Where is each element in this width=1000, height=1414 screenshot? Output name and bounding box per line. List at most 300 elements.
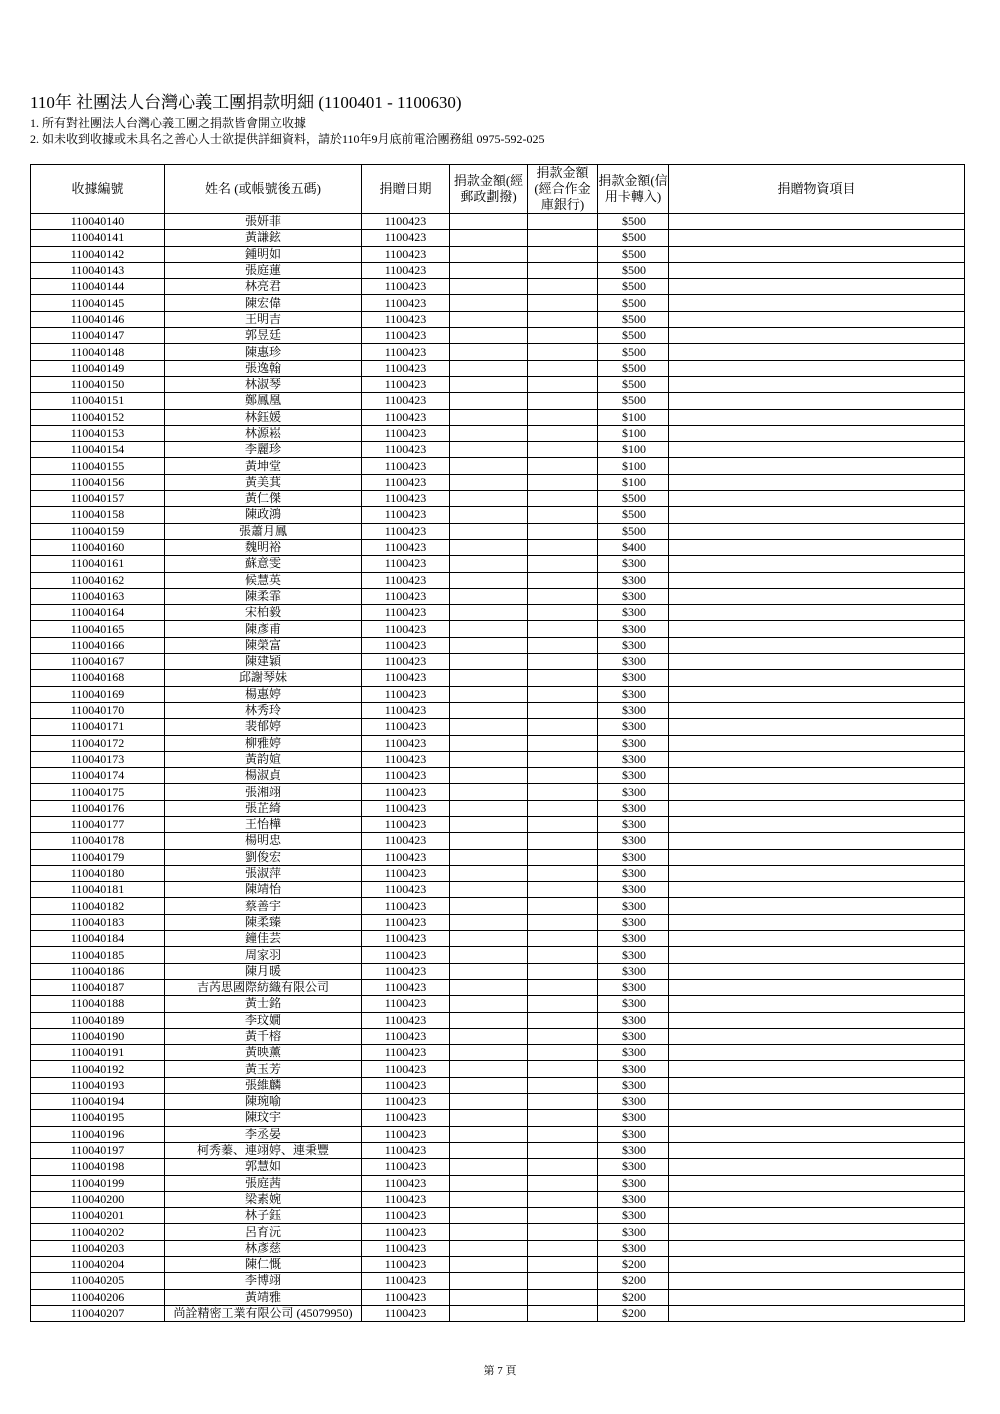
donation-table (30, 164, 965, 1322)
postal-amount-cell (450, 442, 528, 458)
receipt-number-cell: 110040206 (31, 1289, 165, 1305)
bank-amount-cell (528, 572, 598, 588)
bank-amount-cell (528, 979, 598, 995)
donated-items-cell (669, 621, 965, 637)
column-header: 捐贈物資項目 (669, 165, 965, 214)
donated-items-cell (669, 605, 965, 621)
table-row (31, 507, 965, 523)
postal-amount-cell (450, 849, 528, 865)
postal-amount-cell (450, 1012, 528, 1028)
bank-amount-cell (528, 1175, 598, 1191)
donated-items-cell (669, 344, 965, 360)
donor-name-cell: 王明吉 (165, 311, 362, 327)
bank-amount-cell (528, 963, 598, 979)
receipt-number-cell: 110040175 (31, 784, 165, 800)
receipt-number-cell: 110040167 (31, 654, 165, 670)
donated-items-cell (669, 882, 965, 898)
donated-items-cell (669, 1126, 965, 1142)
donor-name-cell: 張逸翰 (165, 360, 362, 376)
postal-amount-cell (450, 572, 528, 588)
donor-name-cell: 候慧英 (165, 572, 362, 588)
credit-card-amount-cell: $500 (598, 214, 669, 230)
donor-name-cell: 尚詮精密工業有限公司 (45079950) (165, 1305, 362, 1321)
donated-items-cell (669, 262, 965, 278)
bank-amount-cell (528, 882, 598, 898)
donated-items-cell (669, 979, 965, 995)
postal-amount-cell (450, 735, 528, 751)
credit-card-amount-cell: $300 (598, 670, 669, 686)
postal-amount-cell (450, 1257, 528, 1273)
donation-date-cell: 1100423 (362, 833, 450, 849)
donor-name-cell: 陳柔霏 (165, 588, 362, 604)
receipt-number-cell: 110040166 (31, 637, 165, 653)
bank-amount-cell (528, 1257, 598, 1273)
donated-items-cell (669, 458, 965, 474)
postal-amount-cell (450, 1305, 528, 1321)
credit-card-amount-cell: $300 (598, 931, 669, 947)
donated-items-cell (669, 1159, 965, 1175)
table-row (31, 1110, 965, 1126)
bank-amount-cell (528, 751, 598, 767)
receipt-number-cell: 110040188 (31, 996, 165, 1012)
credit-card-amount-cell: $100 (598, 425, 669, 441)
donor-name-cell: 梁素婉 (165, 1191, 362, 1207)
receipt-number-cell: 110040195 (31, 1110, 165, 1126)
postal-amount-cell (450, 979, 528, 995)
donor-name-cell: 楊淑貞 (165, 768, 362, 784)
donation-date-cell: 1100423 (362, 344, 450, 360)
credit-card-amount-cell: $300 (598, 686, 669, 702)
donation-date-cell: 1100423 (362, 654, 450, 670)
table-row (31, 735, 965, 751)
bank-amount-cell (528, 654, 598, 670)
donated-items-cell (669, 947, 965, 963)
donation-date-cell: 1100423 (362, 1094, 450, 1110)
table-row (31, 588, 965, 604)
bank-amount-cell (528, 1061, 598, 1077)
donated-items-cell (669, 637, 965, 653)
credit-card-amount-cell: $100 (598, 409, 669, 425)
donation-date-cell: 1100423 (362, 393, 450, 409)
donor-name-cell: 黃美萁 (165, 474, 362, 490)
donated-items-cell (669, 931, 965, 947)
table-row (31, 996, 965, 1012)
table-row (31, 816, 965, 832)
receipt-number-cell: 110040198 (31, 1159, 165, 1175)
donated-items-cell (669, 1257, 965, 1273)
receipt-number-cell: 110040181 (31, 882, 165, 898)
credit-card-amount-cell: $500 (598, 491, 669, 507)
table-row (31, 539, 965, 555)
column-header: 捐贈日期 (362, 165, 450, 214)
credit-card-amount-cell: $300 (598, 588, 669, 604)
donor-name-cell: 陳琬喻 (165, 1094, 362, 1110)
donation-date-cell: 1100423 (362, 491, 450, 507)
postal-amount-cell (450, 344, 528, 360)
bank-amount-cell (528, 491, 598, 507)
donor-name-cell: 黃謙鉉 (165, 230, 362, 246)
bank-amount-cell (528, 735, 598, 751)
receipt-number-cell: 110040161 (31, 556, 165, 572)
donated-items-cell (669, 1028, 965, 1044)
credit-card-amount-cell: $300 (598, 1012, 669, 1028)
table-row (31, 1191, 965, 1207)
postal-amount-cell (450, 556, 528, 572)
donation-date-cell: 1100423 (362, 230, 450, 246)
credit-card-amount-cell: $500 (598, 507, 669, 523)
credit-card-amount-cell: $500 (598, 376, 669, 392)
donation-date-cell: 1100423 (362, 376, 450, 392)
receipt-number-cell: 110040184 (31, 931, 165, 947)
donor-name-cell: 張芷綺 (165, 800, 362, 816)
donated-items-cell (669, 360, 965, 376)
donated-items-cell (669, 1224, 965, 1240)
donated-items-cell (669, 654, 965, 670)
postal-amount-cell (450, 686, 528, 702)
donation-date-cell: 1100423 (362, 882, 450, 898)
receipt-number-cell: 110040145 (31, 295, 165, 311)
table-row (31, 621, 965, 637)
bank-amount-cell (528, 474, 598, 490)
donation-date-cell: 1100423 (362, 1142, 450, 1158)
credit-card-amount-cell: $300 (598, 621, 669, 637)
donated-items-cell (669, 1045, 965, 1061)
donated-items-cell (669, 328, 965, 344)
donor-name-cell: 林秀玲 (165, 702, 362, 718)
donor-name-cell: 張妍菲 (165, 214, 362, 230)
credit-card-amount-cell: $500 (598, 328, 669, 344)
donated-items-cell (669, 784, 965, 800)
credit-card-amount-cell: $300 (598, 1126, 669, 1142)
postal-amount-cell (450, 246, 528, 262)
receipt-number-cell: 110040180 (31, 865, 165, 881)
donation-date-cell: 1100423 (362, 605, 450, 621)
table-row (31, 409, 965, 425)
donor-name-cell: 黃坤堂 (165, 458, 362, 474)
receipt-number-cell: 110040196 (31, 1126, 165, 1142)
credit-card-amount-cell: $200 (598, 1273, 669, 1289)
credit-card-amount-cell: $500 (598, 230, 669, 246)
donation-date-cell: 1100423 (362, 686, 450, 702)
column-header: 捐款金額(經合作金庫銀行) (528, 165, 598, 214)
table-row (31, 442, 965, 458)
table-row (31, 865, 965, 881)
postal-amount-cell (450, 865, 528, 881)
receipt-number-cell: 110040142 (31, 246, 165, 262)
donated-items-cell (669, 914, 965, 930)
postal-amount-cell (450, 1208, 528, 1224)
bank-amount-cell (528, 1077, 598, 1093)
credit-card-amount-cell: $100 (598, 442, 669, 458)
donor-name-cell: 陳玟宇 (165, 1110, 362, 1126)
donation-date-cell: 1100423 (362, 1224, 450, 1240)
donation-date-cell: 1100423 (362, 784, 450, 800)
donor-name-cell: 陳彥甫 (165, 621, 362, 637)
postal-amount-cell (450, 1110, 528, 1126)
receipt-number-cell: 110040164 (31, 605, 165, 621)
bank-amount-cell (528, 768, 598, 784)
credit-card-amount-cell: $300 (598, 914, 669, 930)
credit-card-amount-cell: $300 (598, 1061, 669, 1077)
postal-amount-cell (450, 539, 528, 555)
table-row (31, 214, 965, 230)
bank-amount-cell (528, 246, 598, 262)
bank-amount-cell (528, 507, 598, 523)
donor-name-cell: 黃韵媗 (165, 751, 362, 767)
table-row (31, 425, 965, 441)
donation-date-cell: 1100423 (362, 572, 450, 588)
receipt-number-cell: 110040177 (31, 816, 165, 832)
bank-amount-cell (528, 523, 598, 539)
donor-name-cell: 陳宏偉 (165, 295, 362, 311)
postal-amount-cell (450, 1191, 528, 1207)
credit-card-amount-cell: $300 (598, 1208, 669, 1224)
donor-name-cell: 鐘佳芸 (165, 931, 362, 947)
donation-date-cell: 1100423 (362, 768, 450, 784)
donation-date-cell: 1100423 (362, 1159, 450, 1175)
donation-date-cell: 1100423 (362, 588, 450, 604)
receipt-number-cell: 110040168 (31, 670, 165, 686)
table-row (31, 1094, 965, 1110)
donated-items-cell (669, 539, 965, 555)
bank-amount-cell (528, 1289, 598, 1305)
receipt-number-cell: 110040156 (31, 474, 165, 490)
donation-date-cell: 1100423 (362, 246, 450, 262)
bank-amount-cell (528, 1208, 598, 1224)
donation-date-cell: 1100423 (362, 719, 450, 735)
postal-amount-cell (450, 654, 528, 670)
bank-amount-cell (528, 898, 598, 914)
donated-items-cell (669, 1240, 965, 1256)
bank-amount-cell (528, 996, 598, 1012)
donor-name-cell: 柯秀蓁、連翊婷、連秉豐 (165, 1142, 362, 1158)
receipt-number-cell: 110040178 (31, 833, 165, 849)
credit-card-amount-cell: $300 (598, 849, 669, 865)
bank-amount-cell (528, 279, 598, 295)
credit-card-amount-cell: $300 (598, 979, 669, 995)
receipt-number-cell: 110040190 (31, 1028, 165, 1044)
donor-name-cell: 林亮君 (165, 279, 362, 295)
credit-card-amount-cell: $300 (598, 768, 669, 784)
bank-amount-cell (528, 816, 598, 832)
credit-card-amount-cell: $300 (598, 605, 669, 621)
donation-date-cell: 1100423 (362, 735, 450, 751)
receipt-number-cell: 110040151 (31, 393, 165, 409)
bank-amount-cell (528, 914, 598, 930)
donor-name-cell: 林子鈺 (165, 1208, 362, 1224)
donated-items-cell (669, 865, 965, 881)
credit-card-amount-cell: $300 (598, 1094, 669, 1110)
bank-amount-cell (528, 1305, 598, 1321)
bank-amount-cell (528, 1159, 598, 1175)
credit-card-amount-cell: $500 (598, 344, 669, 360)
credit-card-amount-cell: $400 (598, 539, 669, 555)
table-row (31, 800, 965, 816)
page-title: 110年 社團法人台灣心義工團捐款明細 (1100401 - 1100630) (30, 93, 462, 112)
donated-items-cell (669, 1208, 965, 1224)
postal-amount-cell (450, 393, 528, 409)
donor-name-cell: 林鈺媛 (165, 409, 362, 425)
bank-amount-cell (528, 637, 598, 653)
table-row (31, 931, 965, 947)
donor-name-cell: 呂育沅 (165, 1224, 362, 1240)
postal-amount-cell (450, 751, 528, 767)
donated-items-cell (669, 376, 965, 392)
postal-amount-cell (450, 931, 528, 947)
donation-date-cell: 1100423 (362, 1012, 450, 1028)
credit-card-amount-cell: $500 (598, 311, 669, 327)
table-row (31, 1077, 965, 1093)
credit-card-amount-cell: $100 (598, 474, 669, 490)
table-row (31, 1289, 965, 1305)
donated-items-cell (669, 572, 965, 588)
postal-amount-cell (450, 605, 528, 621)
table-row (31, 670, 965, 686)
donation-date-cell: 1100423 (362, 425, 450, 441)
table-row (31, 328, 965, 344)
column-header: 捐款金額(經郵政劃撥) (450, 165, 528, 214)
donation-date-cell: 1100423 (362, 360, 450, 376)
bank-amount-cell (528, 1240, 598, 1256)
postal-amount-cell (450, 1061, 528, 1077)
postal-amount-cell (450, 1224, 528, 1240)
postal-amount-cell (450, 409, 528, 425)
bank-amount-cell (528, 865, 598, 881)
donor-name-cell: 陳柔臻 (165, 914, 362, 930)
donated-items-cell (669, 816, 965, 832)
postal-amount-cell (450, 376, 528, 392)
bank-amount-cell (528, 1273, 598, 1289)
credit-card-amount-cell: $500 (598, 523, 669, 539)
contact-note: 2. 如未收到收據或未具名之善心人士欲提供詳細資料，請於110年9月底前電洽團務組 0975-592-025 (30, 132, 545, 146)
bank-amount-cell (528, 800, 598, 816)
credit-card-amount-cell: $500 (598, 246, 669, 262)
credit-card-amount-cell: $500 (598, 295, 669, 311)
postal-amount-cell (450, 279, 528, 295)
table-row (31, 344, 965, 360)
receipt-number-cell: 110040205 (31, 1273, 165, 1289)
credit-card-amount-cell: $200 (598, 1257, 669, 1273)
table-row (31, 360, 965, 376)
table-row (31, 1273, 965, 1289)
donation-date-cell: 1100423 (362, 214, 450, 230)
donation-date-cell: 1100423 (362, 865, 450, 881)
postal-amount-cell (450, 588, 528, 604)
postal-amount-cell (450, 996, 528, 1012)
postal-amount-cell (450, 637, 528, 653)
donation-date-cell: 1100423 (362, 637, 450, 653)
donation-date-cell: 1100423 (362, 931, 450, 947)
donor-name-cell: 林彥慈 (165, 1240, 362, 1256)
postal-amount-cell (450, 523, 528, 539)
table-row (31, 523, 965, 539)
donor-name-cell: 魏明裕 (165, 539, 362, 555)
column-header: 姓名 (或帳號後五碼) (165, 165, 362, 214)
donated-items-cell (669, 1061, 965, 1077)
column-header: 收據編號 (31, 165, 165, 214)
donor-name-cell: 柳雅婷 (165, 735, 362, 751)
donor-name-cell: 陳建穎 (165, 654, 362, 670)
postal-amount-cell (450, 947, 528, 963)
bank-amount-cell (528, 931, 598, 947)
receipt-number-cell: 110040200 (31, 1191, 165, 1207)
donated-items-cell (669, 1142, 965, 1158)
donation-date-cell: 1100423 (362, 914, 450, 930)
credit-card-amount-cell: $300 (598, 556, 669, 572)
postal-amount-cell (450, 1175, 528, 1191)
receipt-number-cell: 110040194 (31, 1094, 165, 1110)
table-row (31, 1175, 965, 1191)
postal-amount-cell (450, 1077, 528, 1093)
donated-items-cell (669, 1012, 965, 1028)
donation-date-cell: 1100423 (362, 409, 450, 425)
donation-date-cell: 1100423 (362, 539, 450, 555)
bank-amount-cell (528, 360, 598, 376)
receipt-number-cell: 110040204 (31, 1257, 165, 1273)
receipt-number-cell: 110040193 (31, 1077, 165, 1093)
table-row (31, 1305, 965, 1321)
credit-card-amount-cell: $300 (598, 1175, 669, 1191)
donation-date-cell: 1100423 (362, 947, 450, 963)
table-row (31, 1045, 965, 1061)
donation-date-cell: 1100423 (362, 1077, 450, 1093)
credit-card-amount-cell: $300 (598, 1110, 669, 1126)
receipt-number-cell: 110040185 (31, 947, 165, 963)
donated-items-cell (669, 719, 965, 735)
receipt-number-cell: 110040192 (31, 1061, 165, 1077)
table-row (31, 914, 965, 930)
bank-amount-cell (528, 588, 598, 604)
donation-date-cell: 1100423 (362, 670, 450, 686)
receipt-note: 1. 所有對社團法人台灣心義工團之捐款皆會開立收據 (30, 116, 307, 130)
table-row (31, 702, 965, 718)
receipt-number-cell: 110040140 (31, 214, 165, 230)
donor-name-cell: 李丞晏 (165, 1126, 362, 1142)
donation-date-cell: 1100423 (362, 1289, 450, 1305)
donor-name-cell: 黃千榕 (165, 1028, 362, 1044)
donation-date-cell: 1100423 (362, 328, 450, 344)
postal-amount-cell (450, 768, 528, 784)
donated-items-cell (669, 1077, 965, 1093)
credit-card-amount-cell: $300 (598, 572, 669, 588)
donor-name-cell: 郭昱廷 (165, 328, 362, 344)
bank-amount-cell (528, 1224, 598, 1240)
receipt-number-cell: 110040189 (31, 1012, 165, 1028)
table-row (31, 376, 965, 392)
donated-items-cell (669, 491, 965, 507)
postal-amount-cell (450, 719, 528, 735)
postal-amount-cell (450, 1028, 528, 1044)
donor-name-cell: 陳惠珍 (165, 344, 362, 360)
donation-date-cell: 1100423 (362, 1175, 450, 1191)
bank-amount-cell (528, 311, 598, 327)
table-row (31, 686, 965, 702)
donation-date-cell: 1100423 (362, 702, 450, 718)
bank-amount-cell (528, 1045, 598, 1061)
donor-name-cell: 林淑琴 (165, 376, 362, 392)
donated-items-cell (669, 523, 965, 539)
donor-name-cell: 黃玉芳 (165, 1061, 362, 1077)
donation-date-cell: 1100423 (362, 816, 450, 832)
donated-items-cell (669, 295, 965, 311)
table-row (31, 246, 965, 262)
credit-card-amount-cell: $300 (598, 1142, 669, 1158)
postal-amount-cell (450, 1094, 528, 1110)
donor-name-cell: 王怡樺 (165, 816, 362, 832)
receipt-number-cell: 110040183 (31, 914, 165, 930)
credit-card-amount-cell: $500 (598, 393, 669, 409)
donor-name-cell: 宋柏毅 (165, 605, 362, 621)
